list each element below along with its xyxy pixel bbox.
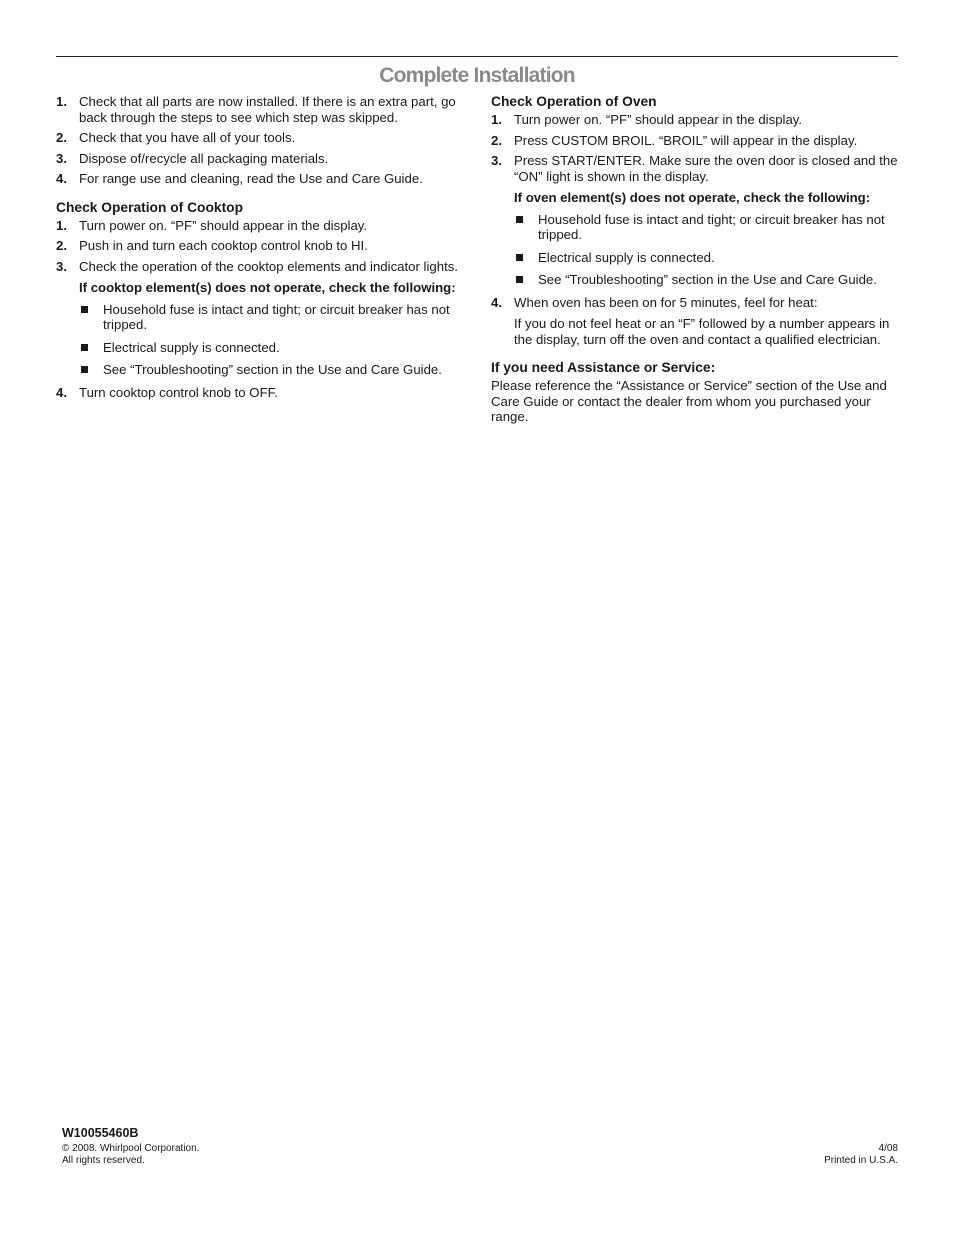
step-number: 4. — [56, 171, 67, 186]
square-bullet-icon — [81, 306, 88, 313]
page-title: Complete Installation — [379, 64, 575, 87]
list-item — [491, 112, 899, 128]
step-number: 4. — [491, 294, 502, 310]
square-bullet-icon — [516, 276, 523, 283]
step-text: Turn cooktop control knob to OFF. — [79, 384, 278, 400]
cooktop-check-heading: If cooktop element(s) does not operate, check the following: — [79, 280, 456, 295]
cooktop-steps-list — [56, 218, 468, 401]
step-number: 1. — [56, 94, 67, 109]
list-item — [56, 385, 468, 401]
step-number: 2. — [56, 238, 67, 253]
bullet-text: Household fuse is intact and tight; or circuit breaker has not tripped. — [103, 301, 450, 332]
footer-print-block — [824, 1143, 898, 1166]
intro-steps-list — [56, 94, 468, 187]
left-column — [56, 94, 468, 405]
list-item — [491, 133, 899, 149]
bullet-text: See “Troubleshooting” section in the Use and Care Guide. — [538, 272, 877, 287]
footer-copyright-block — [62, 1143, 199, 1166]
list-item — [56, 151, 468, 167]
printed-location: Printed in U.S.A. — [824, 1154, 898, 1166]
list-item — [56, 94, 468, 125]
bullet-text: Electrical supply is connected. — [538, 249, 715, 265]
square-bullet-icon — [81, 344, 88, 351]
bullet-text: See “Troubleshooting” section in the Use and Care Guide. — [103, 362, 442, 377]
list-item — [56, 171, 468, 187]
step-number: 4. — [56, 384, 67, 400]
oven-check-heading: If oven element(s) does not operate, check the following: — [514, 190, 871, 205]
header-rule — [56, 56, 898, 57]
step-text: Check that you have all of your tools. — [79, 130, 296, 145]
step-text: Dispose of/recycle all packaging materials. — [79, 150, 329, 166]
step-number: 3. — [56, 150, 67, 166]
step-text: Check the operation of the cooktop elements and indicator lights. — [79, 258, 459, 274]
list-item — [56, 259, 468, 378]
step-number: 2. — [491, 132, 502, 148]
square-bullet-icon — [516, 216, 523, 223]
rights-text: All rights reserved. — [62, 1154, 145, 1166]
step-text: For range use and cleaning, read the Use and Care Guide. — [79, 171, 423, 186]
bullet-item — [79, 362, 468, 378]
bullet-text: Electrical supply is connected. — [103, 339, 280, 355]
assistance-heading: If you need Assistance or Service: — [491, 360, 716, 375]
list-item — [491, 153, 899, 288]
step-text: Turn power on. “PF” should appear in the display. — [514, 112, 803, 127]
step-text: Press CUSTOM BROIL. “BROIL” will appear in the display. — [514, 132, 858, 148]
list-item — [56, 218, 468, 234]
step-text: Press START/ENTER. Make sure the oven door is closed and the “ON” light is shown in the display. — [514, 153, 898, 184]
bullet-item — [79, 340, 468, 356]
copyright-text: © 2008. Whirlpool Corporation. — [62, 1143, 200, 1154]
step-number: 1. — [56, 217, 67, 233]
part-number: W10055460B — [62, 1126, 139, 1140]
list-item — [56, 130, 468, 146]
step-number: 3. — [491, 153, 502, 168]
step-text: Push in and turn each cooktop control knob to HI. — [79, 238, 368, 253]
bullet-text: Household fuse is intact and tight; or circuit breaker has not tripped. — [538, 211, 885, 242]
step-text: Check that all parts are now installed. If there is an extra part, go back through the steps to see which step was skipped. — [79, 94, 456, 125]
step-number: 3. — [56, 258, 67, 274]
cooktop-heading: Check Operation of Cooktop — [56, 199, 244, 215]
oven-heading: Check Operation of Oven — [491, 94, 657, 109]
step-text: Turn power on. “PF” should appear in the display. — [79, 217, 368, 233]
step-text: When oven has been on for 5 minutes, feel for heat: — [514, 294, 818, 310]
oven-step4-detail: If you do not feel heat or an “F” followed by a number appears in the display, turn off the oven and contact a qualified electrician. — [514, 316, 890, 347]
list-item — [56, 238, 468, 254]
oven-steps-list — [491, 112, 899, 347]
right-column — [491, 94, 899, 425]
bullet-item — [514, 272, 899, 288]
cooktop-check-list — [79, 302, 468, 378]
step-number: 2. — [56, 130, 67, 145]
bullet-item — [514, 250, 899, 266]
bullet-item — [79, 302, 468, 333]
list-item — [491, 295, 899, 348]
assistance-text: Please reference the “Assistance or Service” section of the Use and Care Guide or contact the dealer from whom you purchased your range. — [491, 378, 887, 424]
square-bullet-icon — [81, 366, 88, 373]
square-bullet-icon — [516, 254, 523, 261]
print-date: 4/08 — [878, 1143, 898, 1154]
bullet-item — [514, 212, 899, 243]
step-number: 1. — [491, 112, 502, 127]
oven-check-list — [514, 212, 899, 288]
